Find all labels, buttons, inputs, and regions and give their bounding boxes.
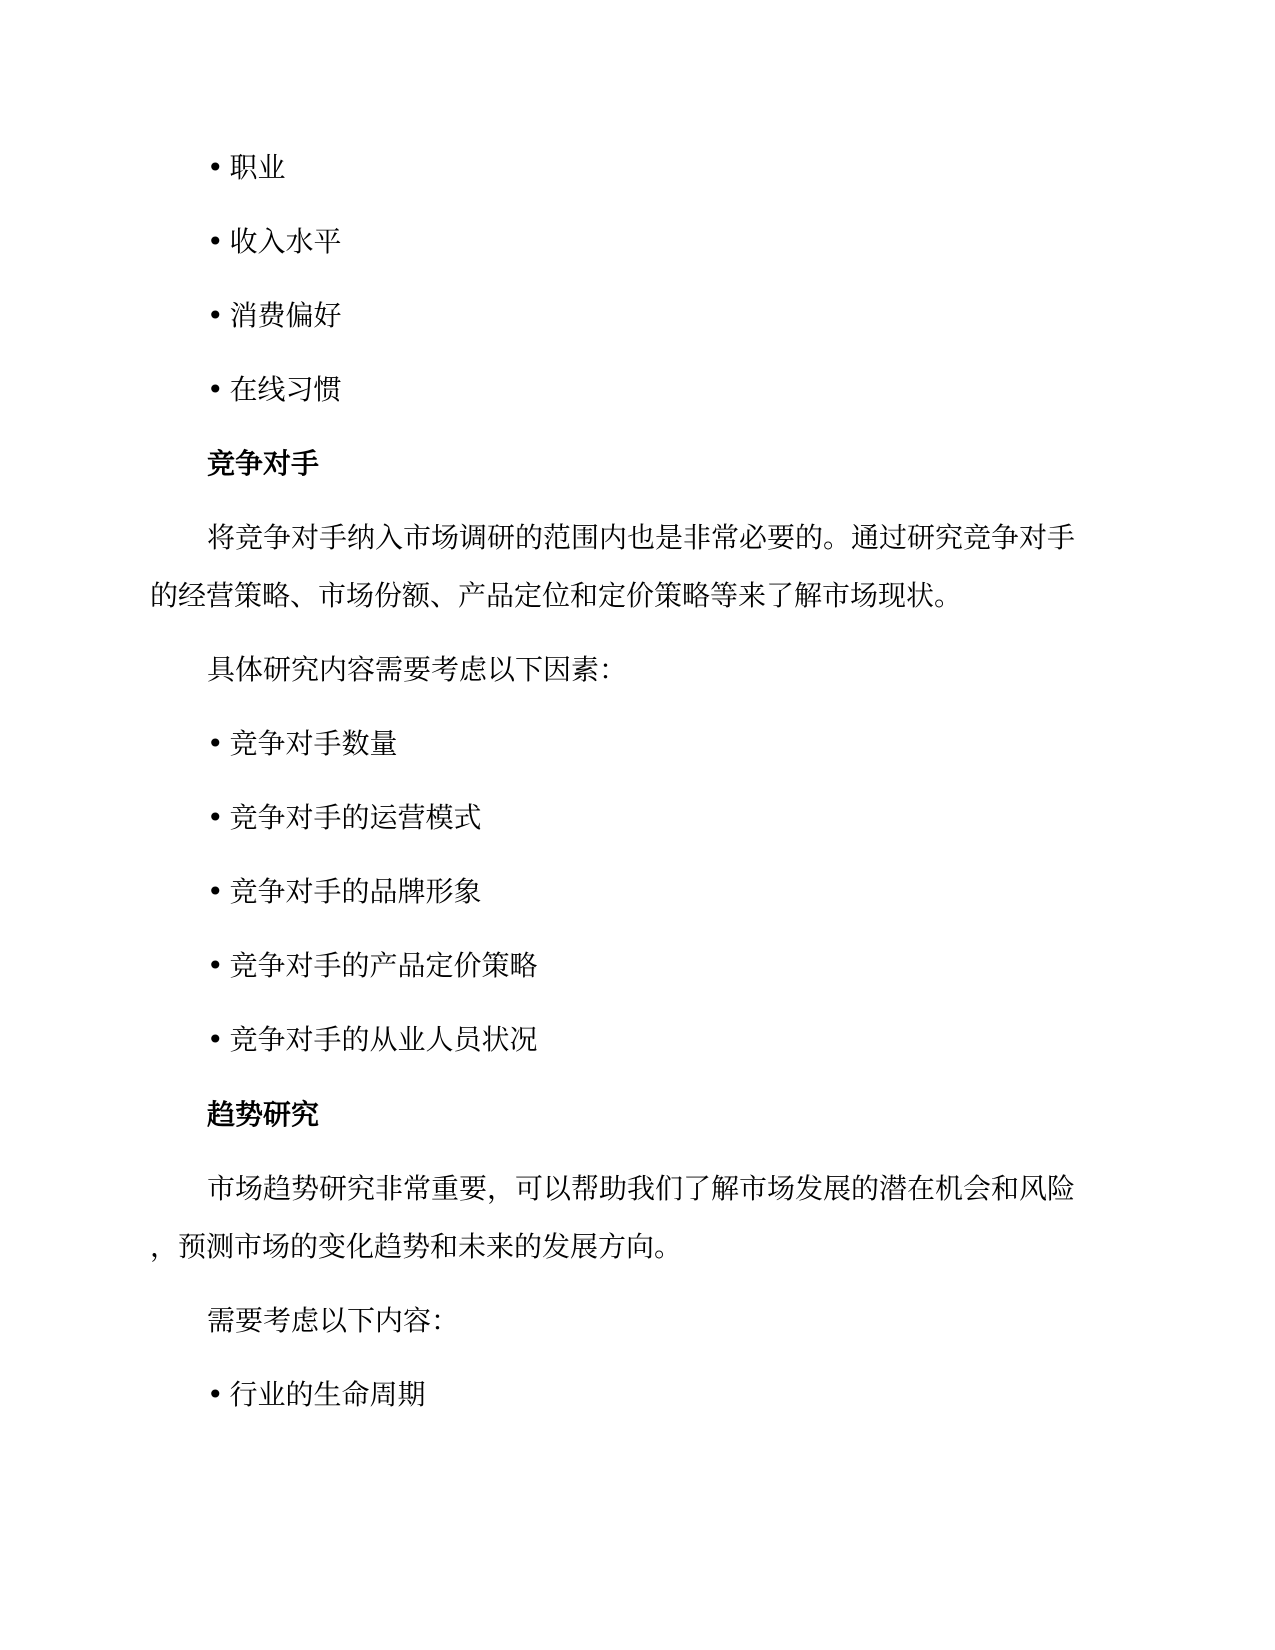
bullet-marker: •	[207, 299, 224, 332]
list-item-text: 行业的生命周期	[229, 1378, 426, 1411]
bullet-marker: •	[207, 949, 224, 982]
list-item	[207, 150, 286, 186]
list-item	[207, 224, 342, 260]
list-item-text: 收入水平	[229, 225, 342, 258]
list-item	[207, 726, 398, 762]
paragraph-line: 将竞争对手纳入市场调研的范围内也是非常必要的。通过研究竞争对手	[207, 521, 1076, 554]
section-heading-competitors: 竞争对手	[207, 447, 320, 480]
list-item-text: 竞争对手数量	[229, 727, 398, 760]
paragraph-line: 的经营策略、市场份额、产品定位和定价策略等来了解市场现状。	[150, 579, 963, 612]
list-item	[207, 1377, 426, 1413]
list-item	[207, 874, 482, 910]
bullet-marker: •	[207, 875, 224, 908]
bullet-marker: •	[207, 727, 224, 760]
list-intro: 需要考虑以下内容：	[207, 1304, 460, 1337]
list-item-text: 竞争对手的从业人员状况	[229, 1023, 538, 1056]
list-intro: 具体研究内容需要考虑以下因素：	[207, 653, 628, 686]
section-heading-trends: 趋势研究	[207, 1098, 320, 1131]
list-item	[207, 298, 342, 334]
list-item	[207, 948, 538, 984]
paragraph-line: ，预测市场的变化趋势和未来的发展方向。	[150, 1230, 683, 1263]
list-item-text: 竞争对手的产品定价策略	[229, 949, 538, 982]
bullet-marker: •	[207, 151, 224, 184]
bullet-marker: •	[207, 1023, 224, 1056]
list-item	[207, 372, 342, 408]
list-item	[207, 1022, 538, 1058]
bullet-marker: •	[207, 225, 224, 258]
bullet-marker: •	[207, 801, 224, 834]
list-item-text: 职业	[229, 151, 286, 184]
list-item-text: 竞争对手的品牌形象	[229, 875, 482, 908]
paragraph-line: 市场趋势研究非常重要，可以帮助我们了解市场发展的潜在机会和风险	[207, 1172, 1076, 1205]
bullet-marker: •	[207, 373, 224, 406]
list-item	[207, 800, 482, 836]
list-item-text: 消费偏好	[229, 299, 342, 332]
list-item-text: 在线习惯	[229, 373, 342, 406]
bullet-marker: •	[207, 1378, 224, 1411]
list-item-text: 竞争对手的运营模式	[229, 801, 482, 834]
